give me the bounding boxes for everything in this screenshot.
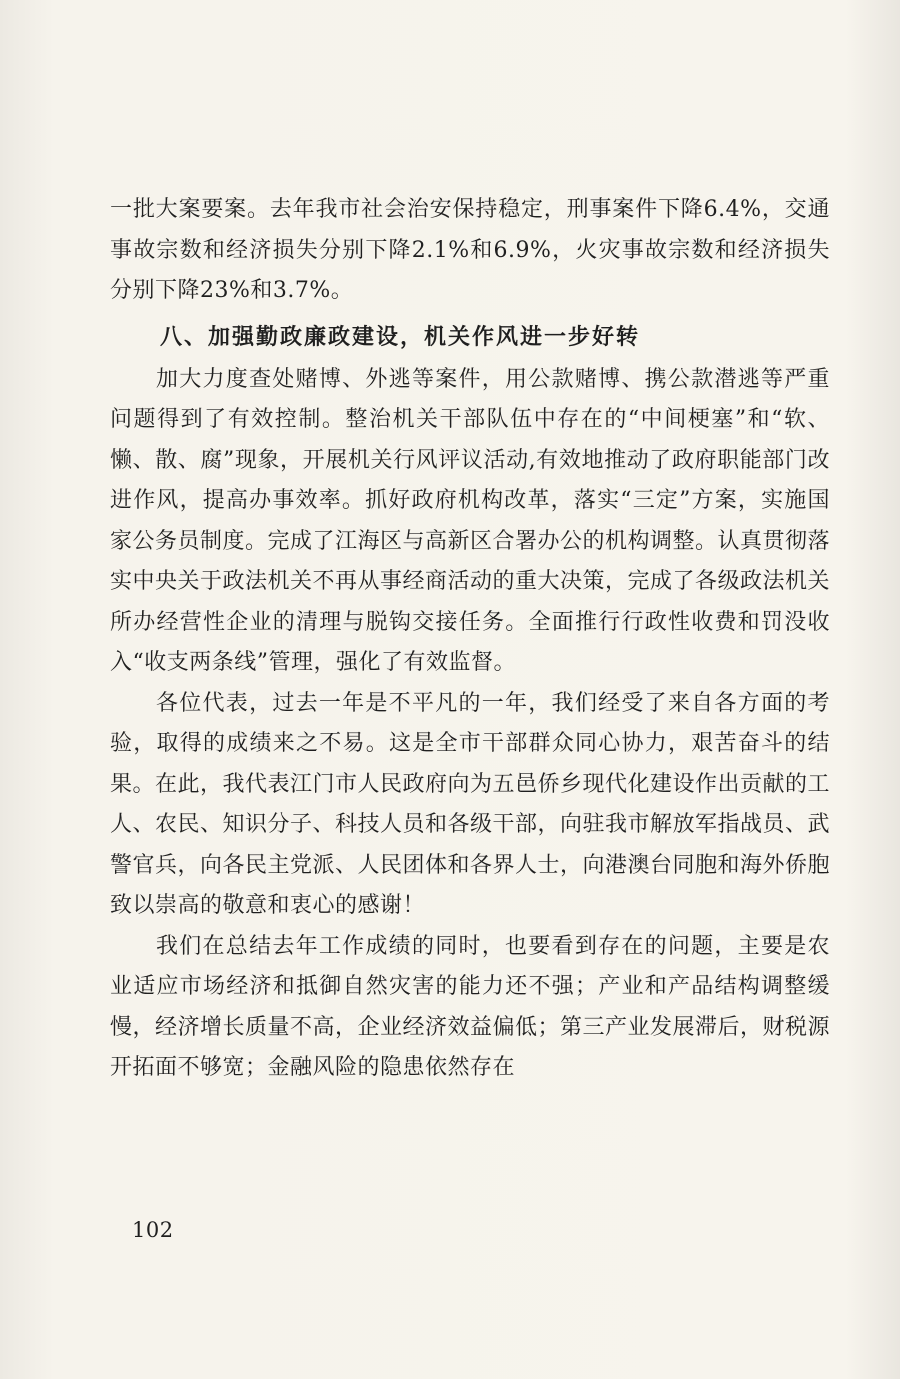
section-heading: 八、加强勤政廉政建设，机关作风进一步好转 <box>160 324 641 350</box>
paragraph-1: 加大力度查处赌博、外逃等案件，用公款赌博、携公款潜逃等严重问题得到了有效控制。整治机关干部队伍中存在的“中间梗塞”和“软、懒、散、腐”现象，开展机关行风评议活动,有效地推动了政府职能部门改进作风，提高办事效率。抓好政府机构改革，落实“三定”方案，实施国家公务员制度。完成了江海区与高新区合署办公的机构调整。认真贯彻落实中央关于政法机关不再从事经商活动的重大决策，完成了各级政法机关所办经营性企业的清理与脱钩交接任务。全面推行行政性收费和罚没收入“收支两条线”管理，强化了有效监督。 <box>110 366 831 675</box>
body-text <box>110 190 830 1089</box>
paragraph-2: 各位代表，过去一年是不平凡的一年，我们经受了来自各方面的考验，取得的成绩来之不易。这是全市干部群众同心协力，艰苦奋斗的结果。在此，我代表江门市人民政府向为五邑侨乡现代化建设作出贡献的工人、农民、知识分子、科技人员和各级干部，向驻我市解放军指战员、武警官兵，向各民主党派、人民团体和各界人士，向港澳台同胞和海外侨胞致以崇高的敬意和衷心的感谢！ <box>110 690 831 918</box>
paragraph-intro: 一批大案要案。去年我市社会治安保持稳定，刑事案件下降6.4%，交通事故宗数和经济损失分别下降2.1%和6.9%，火灾事故宗数和经济损失分别下降23%和3.7%。 <box>110 197 830 303</box>
paragraph-3: 我们在总结去年工作成绩的同时，也要看到存在的问题，主要是农业适应市场经济和抵御自然灾害的能力还不强；产业和产品结构调整缓慢，经济增长质量不高，企业经济效益偏低；第三产业发展滞后，财税源开拓面不够宽；金融风险的隐患依然存在 <box>110 933 831 1080</box>
page-number: 102 <box>132 1218 174 1242</box>
